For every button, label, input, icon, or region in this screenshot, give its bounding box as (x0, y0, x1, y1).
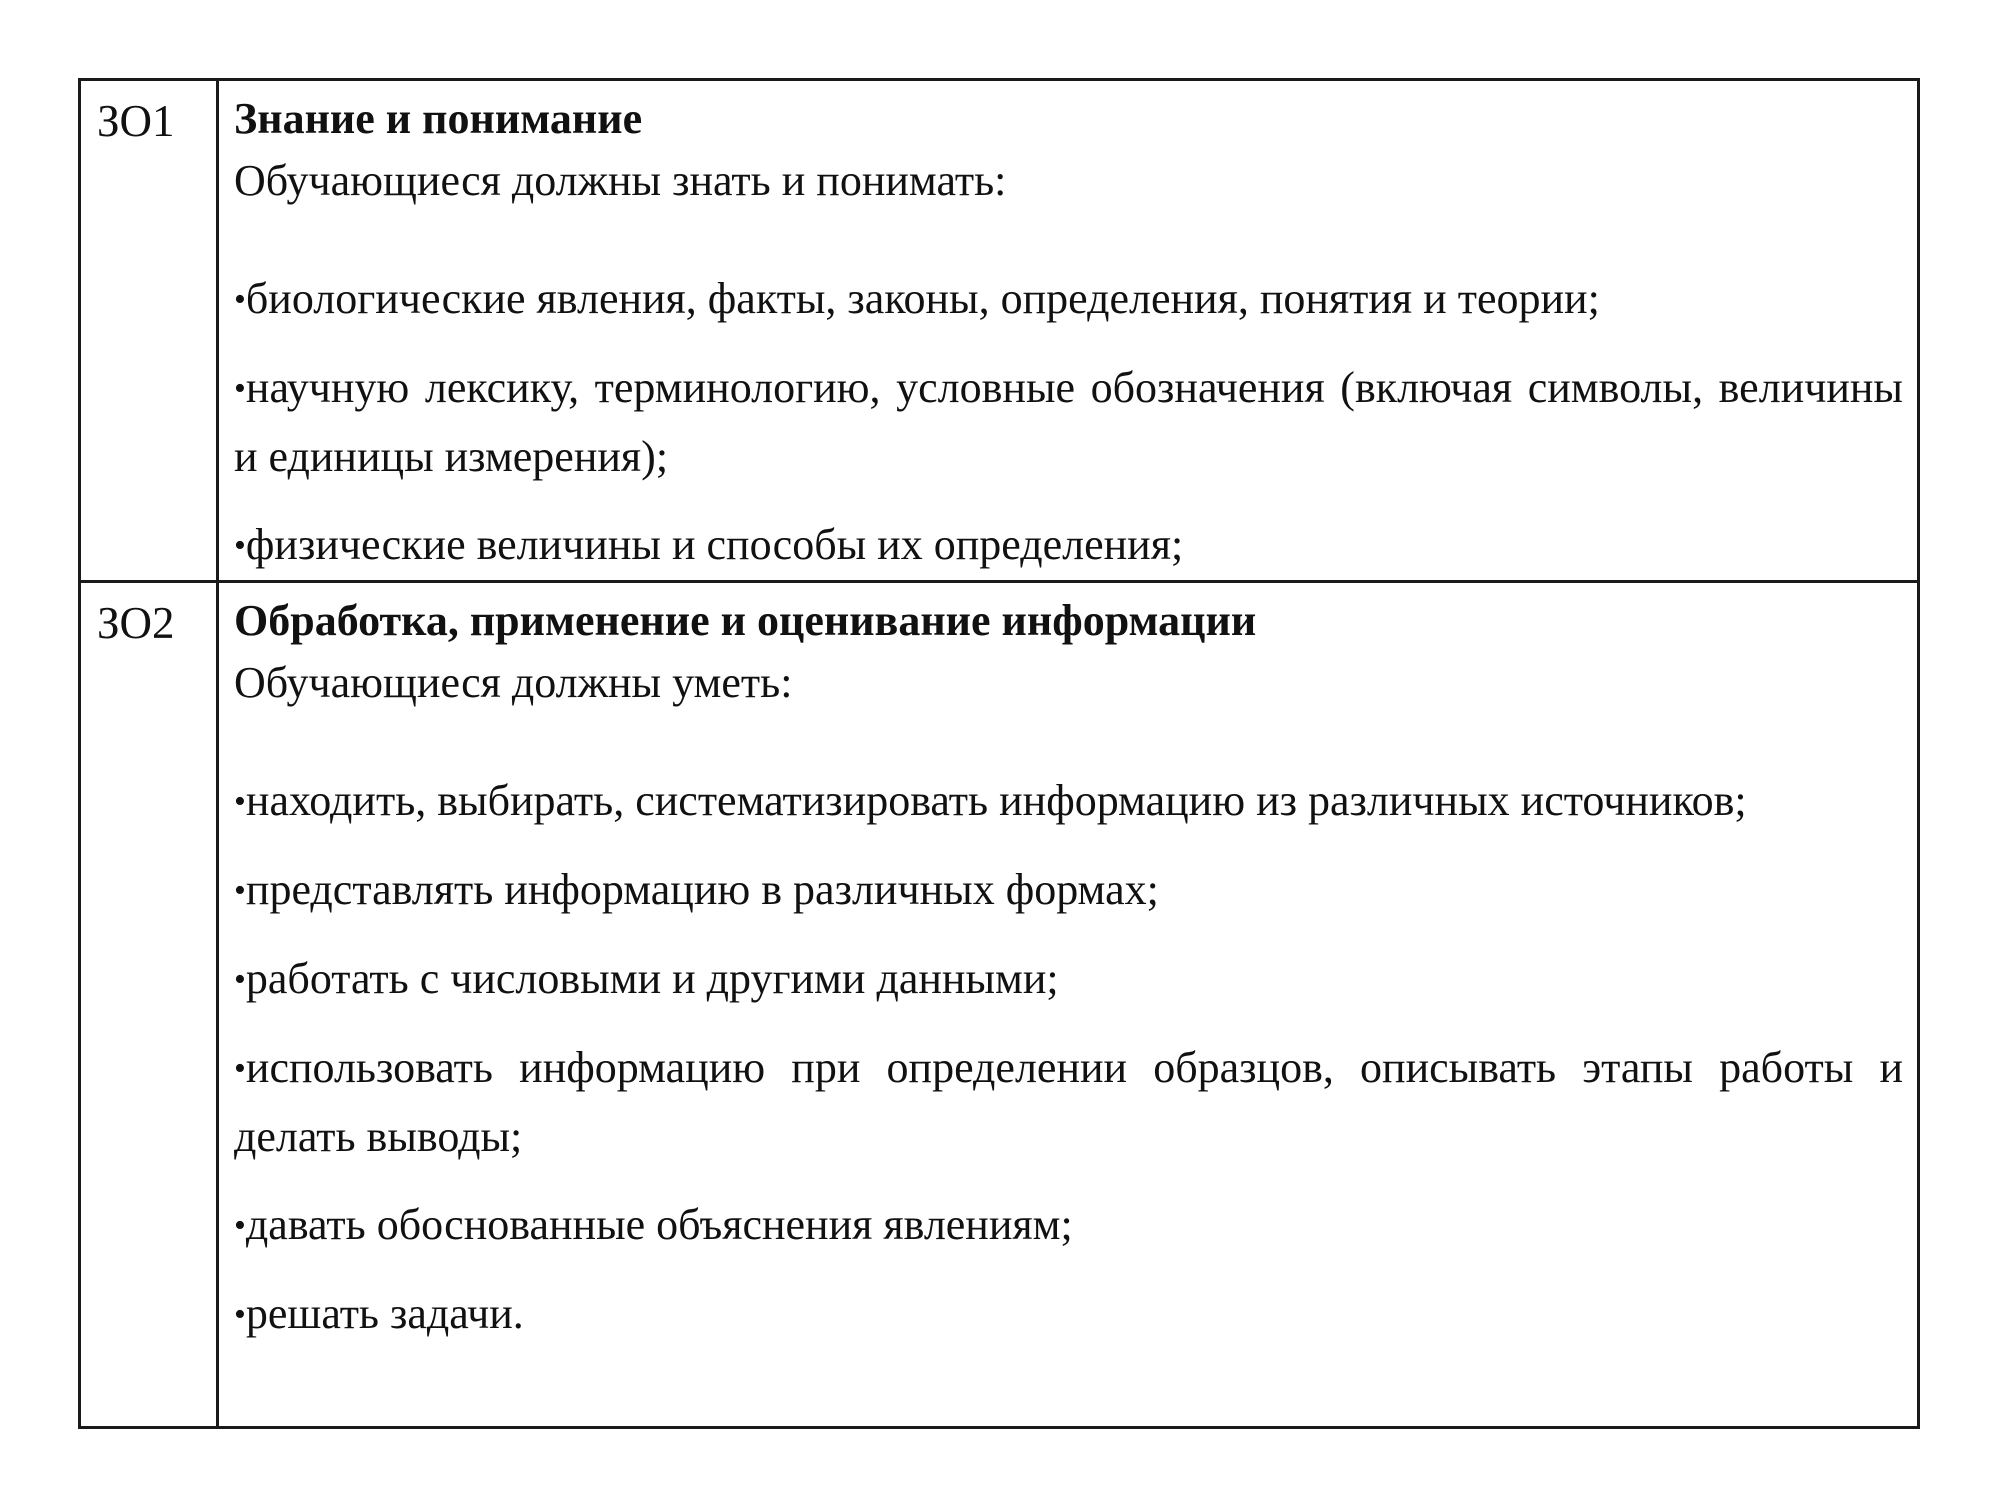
section-title: Обработка, применение и оценивание информации (234, 596, 1257, 645)
bullet-icon: • (234, 1296, 246, 1333)
section-code: ЗО2 (80, 582, 218, 1428)
list-item (234, 511, 1903, 580)
list-item-text: биологические явления, факты, законы, определения, понятия и теории; (245, 274, 1600, 323)
list-item-text: научную лексику, терминологию, условные обозначения (включая символы, величины и единицы измерения); (234, 363, 1903, 481)
bullet-icon: • (234, 872, 246, 909)
bullet-icon: • (234, 961, 246, 998)
section-content (218, 582, 1919, 1428)
list-item (234, 354, 1903, 491)
list-item-text: использовать информацию при определении образцов, описывать этапы работы и делать выводы; (234, 1043, 1903, 1161)
bullet-icon: • (234, 1050, 246, 1087)
list-item (234, 767, 1903, 836)
section-code: ЗО1 (80, 80, 218, 582)
list-item-text: работать с числовыми и другими данными; (245, 954, 1059, 1003)
bullet-icon: • (234, 281, 246, 318)
section-content (218, 80, 1919, 582)
list-item (234, 1034, 1903, 1171)
list-item (234, 1191, 1903, 1260)
list-item-text: представлять информацию в различных формах; (245, 865, 1159, 914)
bullet-icon: • (234, 527, 246, 564)
section-title: Знание и понимание (234, 94, 643, 143)
table-row-zo2 (80, 582, 1919, 1428)
list-item (234, 945, 1903, 1014)
bullet-icon: • (234, 783, 246, 820)
list-item-text: решать задачи. (245, 1289, 524, 1338)
objectives-table (78, 78, 1920, 1429)
bullet-icon: • (234, 1207, 246, 1244)
section-intro: Обучающиеся должны уметь: (234, 658, 793, 707)
list-item-text: давать обоснованные объяснения явлениям; (245, 1200, 1073, 1249)
section-intro: Обучающиеся должны знать и понимать: (234, 156, 1007, 205)
list-item-text: физические величины и способы их определения; (245, 520, 1184, 569)
table-row-zo1 (80, 80, 1919, 582)
list-item (234, 265, 1903, 334)
bullet-icon: • (234, 370, 246, 407)
list-item (234, 856, 1903, 925)
list-item-text: находить, выбирать, систематизировать информацию из различных источников; (245, 776, 1747, 825)
list-item (234, 1280, 1903, 1349)
